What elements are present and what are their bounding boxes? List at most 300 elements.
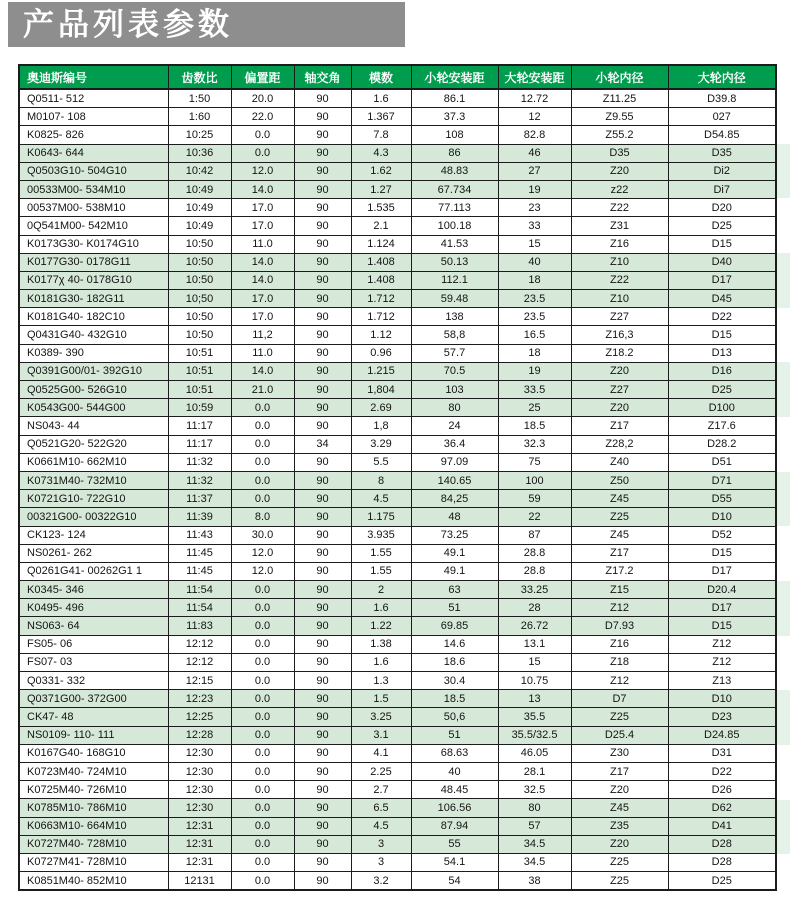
table-row [19,562,776,580]
table-cell: 24 [411,417,498,435]
table-cell: 12131 [168,872,231,891]
table-cell: 32.5 [498,781,571,799]
row-color-bleed [777,326,790,344]
table-cell: 40 [498,253,571,271]
table-cell: 1.712 [351,308,411,326]
table-cell: 1.3 [351,672,411,690]
table-cell: Z16 [571,235,668,253]
table-cell: 1.5 [351,690,411,708]
row-color-bleed [777,818,790,836]
table-cell: 1.6 [351,599,411,617]
column-header-3: 轴交角 [294,65,351,89]
row-color-bleed [777,636,790,654]
table-cell: 10:59 [168,399,231,417]
table-cell: 41.53 [411,235,498,253]
table-cell: 35.5 [498,708,571,726]
row-color-bleed [777,854,790,872]
table-cell: 90 [294,381,351,399]
table-cell: 1.12 [351,326,411,344]
table-cell: D17 [668,271,776,289]
table-row [19,653,776,671]
table-cell: 87.94 [411,817,498,835]
table-row [19,526,776,544]
table-cell: 11:37 [168,490,231,508]
table-cell: K0727M41- 728M10 [19,853,168,871]
table-cell: K0721G10- 722G10 [19,490,168,508]
table-cell: 0.0 [231,799,294,817]
table-cell: 0.0 [231,453,294,471]
table-cell: K0643- 644 [19,144,168,162]
table-cell: Z12 [571,672,668,690]
table-cell: D7 [571,690,668,708]
table-row [19,399,776,417]
table-cell: K0731M40- 732M10 [19,471,168,489]
table-cell: 30.4 [411,672,498,690]
table-cell: 10:36 [168,144,231,162]
table-cell: D28 [668,835,776,853]
table-cell: 90 [294,199,351,217]
table-cell: 12.0 [231,162,294,180]
table-cell: 23.5 [498,308,571,326]
row-color-bleed [777,690,790,708]
table-cell: 90 [294,126,351,144]
table-cell: 28.1 [498,762,571,780]
table-row [19,599,776,617]
table-header [19,65,776,89]
table-cell: 12.0 [231,562,294,580]
table-cell: 0.0 [231,781,294,799]
table-cell: 90 [294,744,351,762]
table-cell: 90 [294,526,351,544]
table-row [19,635,776,653]
table-row [19,144,776,162]
table-cell: 100 [498,471,571,489]
table-cell: 7.8 [351,126,411,144]
table-cell: 17.0 [231,217,294,235]
table-cell: 14.6 [411,635,498,653]
table-cell: D16 [668,362,776,380]
table-cell: 10:50 [168,235,231,253]
table-cell: 23 [498,199,571,217]
table-header-row [19,65,776,89]
table-cell: 90 [294,781,351,799]
table-cell: K0173G30- K0174G10 [19,235,168,253]
table-cell: 21.0 [231,381,294,399]
table-cell: 86.1 [411,89,498,108]
page-title: 产品列表参数 [8,2,405,47]
table-cell: 11:45 [168,544,231,562]
table-cell: D28.2 [668,435,776,453]
table-cell: 49.1 [411,544,498,562]
table-cell: 18.5 [411,690,498,708]
table-cell: Z50 [571,471,668,489]
table-cell: Z25 [571,853,668,871]
table-cell: 1.367 [351,108,411,126]
table-cell: D52 [668,526,776,544]
table-cell: 57 [498,817,571,835]
table-cell: 20.0 [231,89,294,108]
table-cell: Z10 [571,253,668,271]
table-cell: 63 [411,581,498,599]
table-cell: 90 [294,817,351,835]
table-cell: 3.29 [351,435,411,453]
column-header-5: 小轮安装距 [411,65,498,89]
table-cell: 12:31 [168,817,231,835]
table-cell: Z22 [571,199,668,217]
table-row [19,817,776,835]
table-cell: K0167G40- 168G10 [19,744,168,762]
table-cell: Z20 [571,399,668,417]
table-cell: K0785M10- 786M10 [19,799,168,817]
table-cell: 51 [411,726,498,744]
table-cell: D7.93 [571,617,668,635]
table-row [19,435,776,453]
table-cell: Z25 [571,708,668,726]
table-cell: 10:50 [168,326,231,344]
table-cell: 90 [294,344,351,362]
table-cell: 0.0 [231,835,294,853]
table-cell: Z12 [571,599,668,617]
row-color-bleed [777,708,790,726]
table-cell: 90 [294,726,351,744]
table-cell: D71 [668,471,776,489]
table-cell: Z17.2 [571,562,668,580]
table-row [19,872,776,891]
table-cell: 0.0 [231,599,294,617]
table-cell: D17 [668,599,776,617]
table-cell: 12.0 [231,544,294,562]
table-cell: 22 [498,508,571,526]
table-cell: 17.0 [231,308,294,326]
table-cell: 10:42 [168,162,231,180]
table-cell: CK123- 124 [19,526,168,544]
row-color-bleed [777,654,790,672]
table-cell: 90 [294,308,351,326]
table-cell: 00321G00- 00322G10 [19,508,168,526]
table-cell: D17 [668,562,776,580]
table-cell: 12:28 [168,726,231,744]
table-row [19,617,776,635]
table-cell: 0.0 [231,653,294,671]
table-cell: 1.6 [351,89,411,108]
table-cell: 40 [411,762,498,780]
table-cell: D25 [668,217,776,235]
table-cell: 12:31 [168,853,231,871]
table-cell: Z27 [571,381,668,399]
table-cell: 19 [498,180,571,198]
table-cell: D25.4 [571,726,668,744]
table-cell: Z45 [571,799,668,817]
table-cell: Q0525G00- 526G10 [19,381,168,399]
table-cell: Q0521G20- 522G20 [19,435,168,453]
table-row [19,362,776,380]
table-cell: 12:30 [168,781,231,799]
table-cell: Z45 [571,490,668,508]
table-cell: 25 [498,399,571,417]
table-cell: Q0391G00/01- 392G10 [19,362,168,380]
table-cell: 54.1 [411,853,498,871]
table-cell: 0.0 [231,435,294,453]
table-cell: D39.8 [668,89,776,108]
column-header-4: 模数 [351,65,411,89]
table-cell: 1.6 [351,653,411,671]
column-header-1: 齿数比 [168,65,231,89]
table-cell: 8 [351,471,411,489]
table-cell: K0177χ 40- 0178G10 [19,271,168,289]
table-cell: 87 [498,526,571,544]
table-cell: 11:32 [168,471,231,489]
table-cell: 3 [351,853,411,871]
table-cell: 90 [294,872,351,891]
row-color-bleed [777,727,790,745]
table-cell: K0727M40- 728M10 [19,835,168,853]
table-cell: 90 [294,799,351,817]
table-cell: 90 [294,508,351,526]
table-cell: 0.0 [231,690,294,708]
table-cell: 90 [294,217,351,235]
table-cell: 90 [294,253,351,271]
table-row [19,708,776,726]
table-cell: 73.25 [411,526,498,544]
table-cell: 13 [498,690,571,708]
table-cell: D100 [668,399,776,417]
table-cell: 90 [294,635,351,653]
table-cell: 10;50 [168,290,231,308]
table-cell: Z13 [668,672,776,690]
table-cell: 138 [411,308,498,326]
table-row [19,290,776,308]
table-cell: 90 [294,835,351,853]
row-color-bleed [777,271,790,289]
table-cell: Z27 [571,308,668,326]
row-color-bleed-strip [777,89,790,891]
table-row [19,726,776,744]
row-color-bleed [777,836,790,854]
table-cell: D10 [668,690,776,708]
table-cell: K0825- 826 [19,126,168,144]
table-cell: 90 [294,326,351,344]
table-cell: 1.55 [351,562,411,580]
row-color-bleed [777,872,790,890]
table-cell: Z20 [571,835,668,853]
table-row [19,344,776,362]
table-cell: 1:60 [168,108,231,126]
table-cell: Z30 [571,744,668,762]
table-cell: 3.25 [351,708,411,726]
table-cell: K0663M10- 664M10 [19,817,168,835]
table-cell: 103 [411,381,498,399]
table-cell: 46.05 [498,744,571,762]
table-cell: 90 [294,144,351,162]
table-cell: 58,8 [411,326,498,344]
table-row [19,417,776,435]
table-cell: 86 [411,144,498,162]
table-row [19,217,776,235]
table-cell: 18.5 [498,417,571,435]
table-row [19,308,776,326]
table-cell: 4.1 [351,744,411,762]
table-cell: 77.113 [411,199,498,217]
table-cell: 90 [294,453,351,471]
row-color-bleed [777,344,790,362]
table-cell: 17.0 [231,199,294,217]
row-color-bleed [777,526,790,544]
table-cell: 11:32 [168,453,231,471]
table-row [19,544,776,562]
table-row [19,326,776,344]
table-cell: 80 [411,399,498,417]
table-cell: D15 [668,235,776,253]
table-cell: 3.2 [351,872,411,891]
table-cell: K0345- 346 [19,581,168,599]
table-cell: 0.0 [231,490,294,508]
table-cell: 11:43 [168,526,231,544]
table-cell: Z12 [668,635,776,653]
table-row [19,799,776,817]
table-row [19,744,776,762]
table-cell: K0723M40- 724M10 [19,762,168,780]
table-cell: Z17 [571,417,668,435]
table-row [19,581,776,599]
table-cell: D40 [668,253,776,271]
table-cell: 11:39 [168,508,231,526]
table-cell: 10:49 [168,180,231,198]
table-cell: 28.8 [498,544,571,562]
row-color-bleed [777,617,790,635]
table-cell: 49.1 [411,562,498,580]
table-cell: D55 [668,490,776,508]
table-cell: 6.5 [351,799,411,817]
table-cell: 1.408 [351,271,411,289]
table-cell: 0.0 [231,726,294,744]
table-cell: D20 [668,199,776,217]
table-row [19,672,776,690]
table-row [19,453,776,471]
table-cell: 35.5/32.5 [498,726,571,744]
table-cell: 0.0 [231,399,294,417]
table-cell: 1.124 [351,235,411,253]
table-cell: 108 [411,126,498,144]
table-cell: 1.55 [351,544,411,562]
table-cell: Q0431G40- 432G10 [19,326,168,344]
table-cell: 0.0 [231,126,294,144]
table-cell: 0.0 [231,817,294,835]
table-row [19,180,776,198]
table-cell: 2.7 [351,781,411,799]
table-cell: D41 [668,817,776,835]
table-cell: z22 [571,180,668,198]
table-cell: 10:50 [168,271,231,289]
table-cell: 11,2 [231,326,294,344]
table-cell: 90 [294,653,351,671]
table-cell: 10:49 [168,217,231,235]
table-cell: FS05- 06 [19,635,168,653]
table-row [19,162,776,180]
table-cell: 90 [294,762,351,780]
table-cell: 36.4 [411,435,498,453]
table-cell: 0.0 [231,144,294,162]
table-cell: D26 [668,781,776,799]
table-cell: 1.175 [351,508,411,526]
table-cell: 0.0 [231,471,294,489]
table-cell: 10:51 [168,381,231,399]
table-cell: Z20 [571,162,668,180]
table-cell: Q0511- 512 [19,89,168,108]
table-cell: Z17 [571,762,668,780]
table-cell: Z16,3 [571,326,668,344]
table-cell: 90 [294,544,351,562]
table-cell: 90 [294,108,351,126]
table-cell: D15 [668,617,776,635]
table-cell: 33.25 [498,581,571,599]
table-row [19,781,776,799]
table-cell: 0.0 [231,581,294,599]
table-cell: 30.0 [231,526,294,544]
table-cell: K0389- 390 [19,344,168,362]
table-cell: 2.69 [351,399,411,417]
table-cell: 11:83 [168,617,231,635]
table-cell: 68.63 [411,744,498,762]
table-cell: D62 [668,799,776,817]
row-color-bleed [777,472,790,490]
table-cell: 11:54 [168,581,231,599]
product-parameter-table [18,64,777,891]
table-cell: 90 [294,362,351,380]
table-cell: 10:50 [168,253,231,271]
table-cell: 0.96 [351,344,411,362]
table-row [19,508,776,526]
table-cell: 4.5 [351,490,411,508]
table-cell: K0725M40- 726M10 [19,781,168,799]
table-cell: D25 [668,381,776,399]
table-cell: 100.18 [411,217,498,235]
table-cell: 15 [498,653,571,671]
table-cell: D45 [668,290,776,308]
table-cell: 1.215 [351,362,411,380]
table-cell: 11:17 [168,417,231,435]
table-cell: Z22 [571,271,668,289]
column-header-8: 大轮内径 [668,65,776,89]
table-cell: Z15 [571,581,668,599]
table-cell: 82.8 [498,126,571,144]
table-cell: 12:31 [168,835,231,853]
table-cell: 90 [294,690,351,708]
table-cell: Z25 [571,508,668,526]
table-cell: 51 [411,599,498,617]
table-cell: 90 [294,490,351,508]
table-cell: 5.5 [351,453,411,471]
table-row [19,271,776,289]
table-row [19,471,776,489]
row-color-bleed [777,563,790,581]
table-cell: 12.72 [498,89,571,108]
row-color-bleed [777,781,790,799]
table-cell: 48.45 [411,781,498,799]
row-color-bleed [777,144,790,162]
table-cell: 90 [294,853,351,871]
table-cell: 13.1 [498,635,571,653]
row-color-bleed [777,508,790,526]
table-row [19,126,776,144]
table-cell: 70.5 [411,362,498,380]
row-color-bleed [777,490,790,508]
table-cell: 28 [498,599,571,617]
table-cell: 19 [498,362,571,380]
table-cell: 54 [411,872,498,891]
table-cell: 50.13 [411,253,498,271]
table-cell: 0.0 [231,708,294,726]
table-row [19,762,776,780]
